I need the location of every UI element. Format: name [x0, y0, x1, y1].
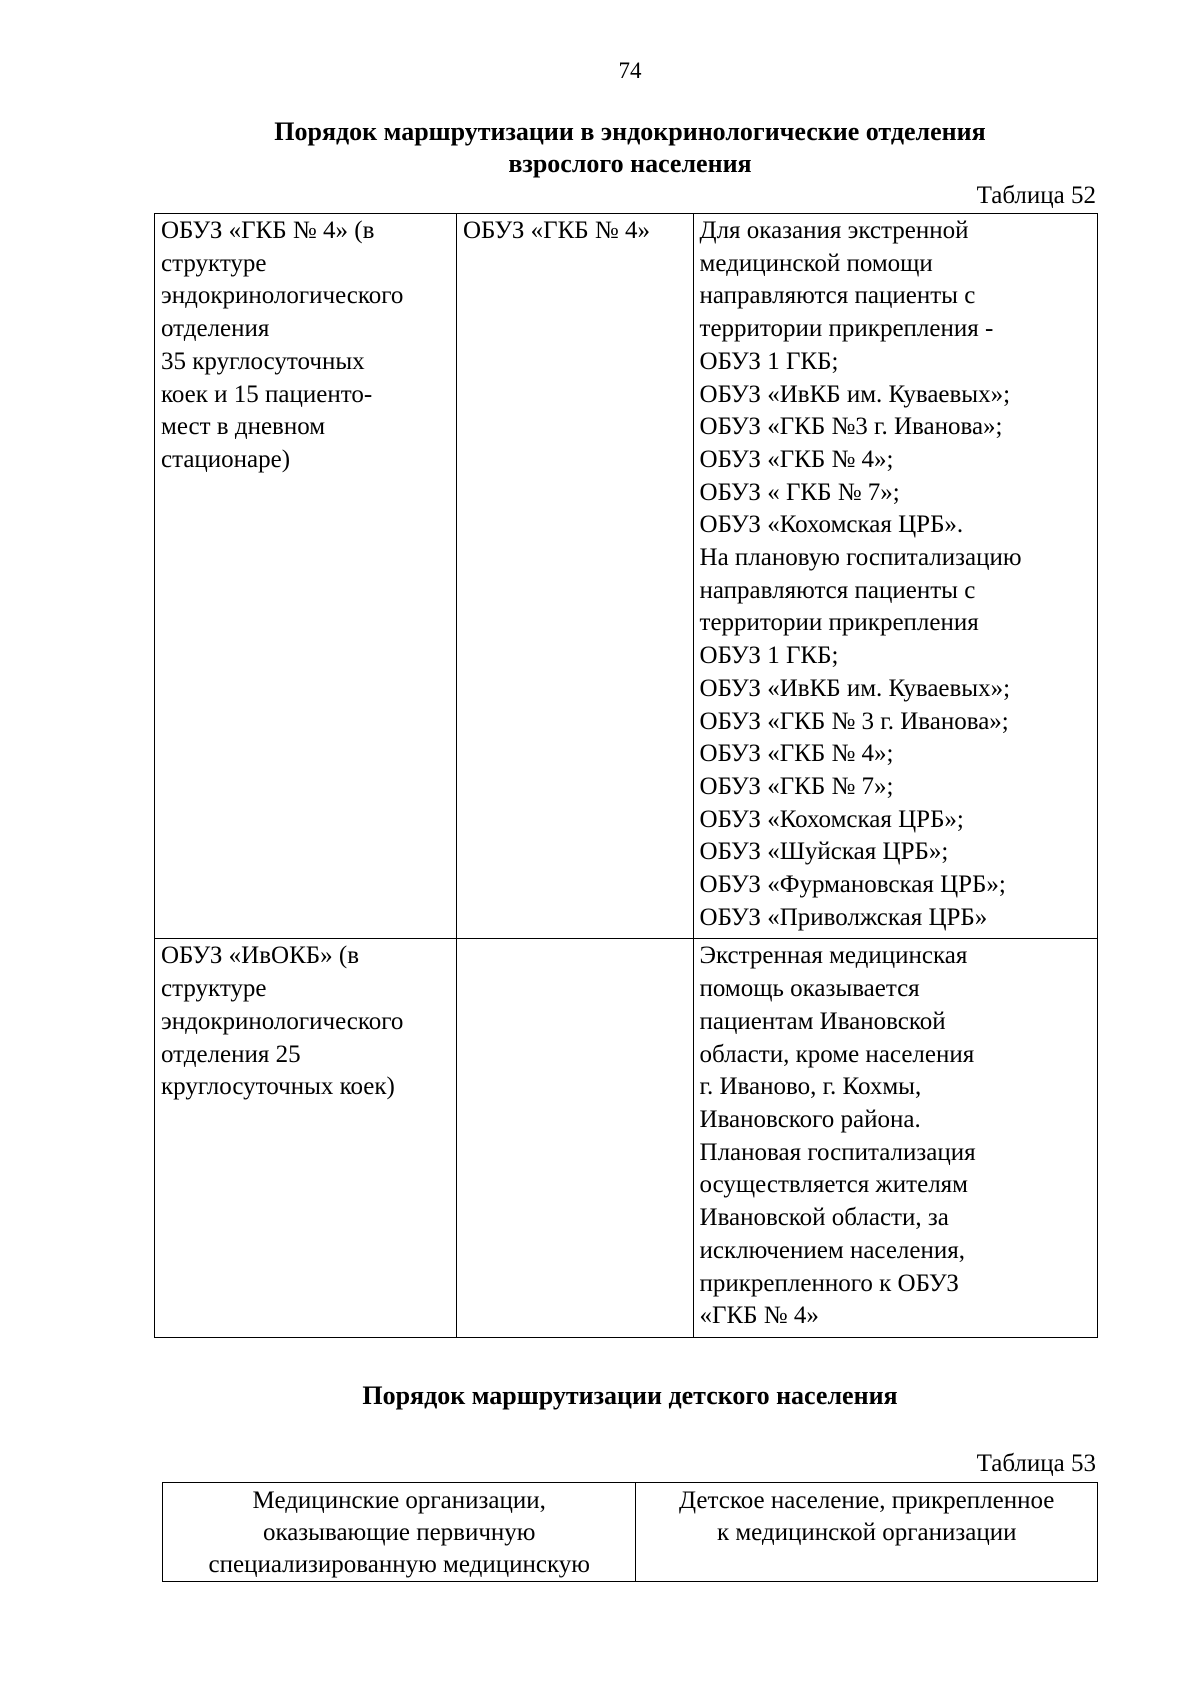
table52-caption: Таблица 52	[976, 182, 1096, 209]
table53	[162, 1482, 1098, 1582]
table53-heading	[0, 1380, 1200, 1412]
table-header-cell	[163, 1483, 636, 1582]
table52-heading	[0, 116, 1200, 180]
table-cell	[693, 214, 1097, 939]
table-cell	[456, 939, 693, 1337]
cell-text-line: Экстренная медицинская	[699, 942, 968, 970]
heading-line: Порядок маршрутизации детского населения	[362, 1381, 898, 1410]
cell-text-line: ОБУЗ «ИвКБ им. Куваевых»;	[699, 674, 1011, 702]
cell-text-line: стационаре)	[161, 445, 291, 473]
table53-caption: Таблица 53	[976, 1450, 1096, 1477]
cell-text-line: Детское население, прикрепленное	[679, 1487, 1055, 1514]
cell-text-line: мест в дневном	[161, 413, 326, 441]
cell-text-line: На плановую госпитализацию	[699, 544, 1022, 572]
cell-text-line: помощь оказывается	[699, 975, 920, 1003]
cell-text-line: к медицинской организации	[716, 1519, 1017, 1546]
cell-text-line: специализированную медицинскую	[208, 1551, 590, 1578]
heading-line: взрослого населения	[508, 149, 752, 178]
table-cell	[155, 939, 457, 1337]
cell-text-line: 35 круглосуточных	[161, 347, 365, 375]
cell-text-line: ОБУЗ «Приволжская ЦРБ»	[699, 903, 988, 931]
cell-text-line: ОБУЗ «ГКБ №3 г. Иванова»;	[699, 413, 1003, 441]
cell-text-line: ОБУЗ «ГКБ № 4»	[462, 217, 650, 244]
table-row	[155, 939, 1098, 1337]
cell-text-line: эндокринологического	[161, 1007, 404, 1035]
table-header-row	[163, 1483, 1098, 1582]
cell-text-line: ОБУЗ «ГКБ № 3 г. Иванова»;	[699, 707, 1009, 735]
page-number: 74	[618, 58, 642, 83]
table-cell	[155, 214, 457, 939]
cell-text-line: исключением населения,	[699, 1236, 965, 1264]
table-cell	[693, 939, 1097, 1337]
cell-text-line: Плановая госпитализация	[699, 1138, 976, 1166]
cell-text-line: пациентам Ивановской	[699, 1007, 946, 1035]
table-cell	[456, 214, 693, 939]
cell-text-line: структуре	[161, 249, 267, 277]
cell-text-line: территории прикрепления -	[699, 315, 994, 343]
cell-text-line: ОБУЗ «ГКБ № 4»;	[699, 740, 894, 768]
cell-text-line: круглосуточных коек)	[161, 1073, 395, 1101]
cell-text-line: ОБУЗ «ГКБ № 4» (в	[161, 217, 375, 244]
cell-text-line: оказывающие первичную	[262, 1519, 536, 1546]
heading-line: Порядок маршрутизации в эндокринологические отделения	[274, 117, 986, 146]
cell-text-line: области, кроме населения	[699, 1040, 975, 1068]
cell-text-line: ОБУЗ «Кохомская ЦРБ».	[699, 511, 964, 539]
cell-text-line: структуре	[161, 975, 267, 1003]
table-row	[155, 214, 1098, 939]
cell-text-line: территории прикрепления	[699, 609, 979, 637]
cell-text-line: Медицинские организации,	[252, 1487, 546, 1514]
cell-text-line: ОБУЗ « ГКБ № 7»;	[699, 478, 900, 506]
cell-text-line: ОБУЗ «ИвКБ им. Куваевых»;	[699, 380, 1011, 408]
table-header-cell	[636, 1483, 1098, 1582]
cell-text-line: ОБУЗ «ГКБ № 4»;	[699, 445, 894, 473]
cell-text-line: осуществляется жителям	[699, 1171, 969, 1199]
cell-text-line: «ГКБ № 4»	[699, 1302, 819, 1330]
table52	[154, 213, 1098, 1338]
cell-text-line: ОБУЗ 1 ГКБ;	[699, 347, 839, 375]
cell-text-line: Ивановской области, за	[699, 1204, 949, 1232]
cell-text-line: ОБУЗ 1 ГКБ;	[699, 642, 839, 670]
cell-text-line: Ивановского района.	[699, 1105, 921, 1133]
cell-text-line: направляются пациенты с	[699, 576, 976, 604]
cell-text-line: ОБУЗ «Шуйская ЦРБ»;	[699, 838, 949, 866]
cell-text-line: отделения 25	[161, 1040, 301, 1068]
cell-text-line: г. Иваново, г. Кохмы,	[699, 1073, 922, 1101]
cell-text-line: ОБУЗ «ИвОКБ» (в	[161, 942, 359, 970]
cell-text-line: ОБУЗ «Фурмановская ЦРБ»;	[699, 871, 1006, 899]
cell-text-line: коек и 15 пациенто-	[161, 380, 373, 408]
cell-text-line: ОБУЗ «Кохомская ЦРБ»;	[699, 805, 964, 833]
cell-text-line: направляются пациенты с	[699, 282, 976, 310]
cell-text-line: отделения	[161, 315, 270, 343]
cell-text-line: медицинской помощи	[699, 249, 933, 277]
cell-text-line: ОБУЗ «ГКБ № 7»;	[699, 772, 894, 800]
cell-text-line: эндокринологического	[161, 282, 404, 310]
cell-text-line: Для оказания экстренной	[699, 217, 969, 244]
cell-text-line: прикрепленного к ОБУЗ	[699, 1269, 959, 1297]
